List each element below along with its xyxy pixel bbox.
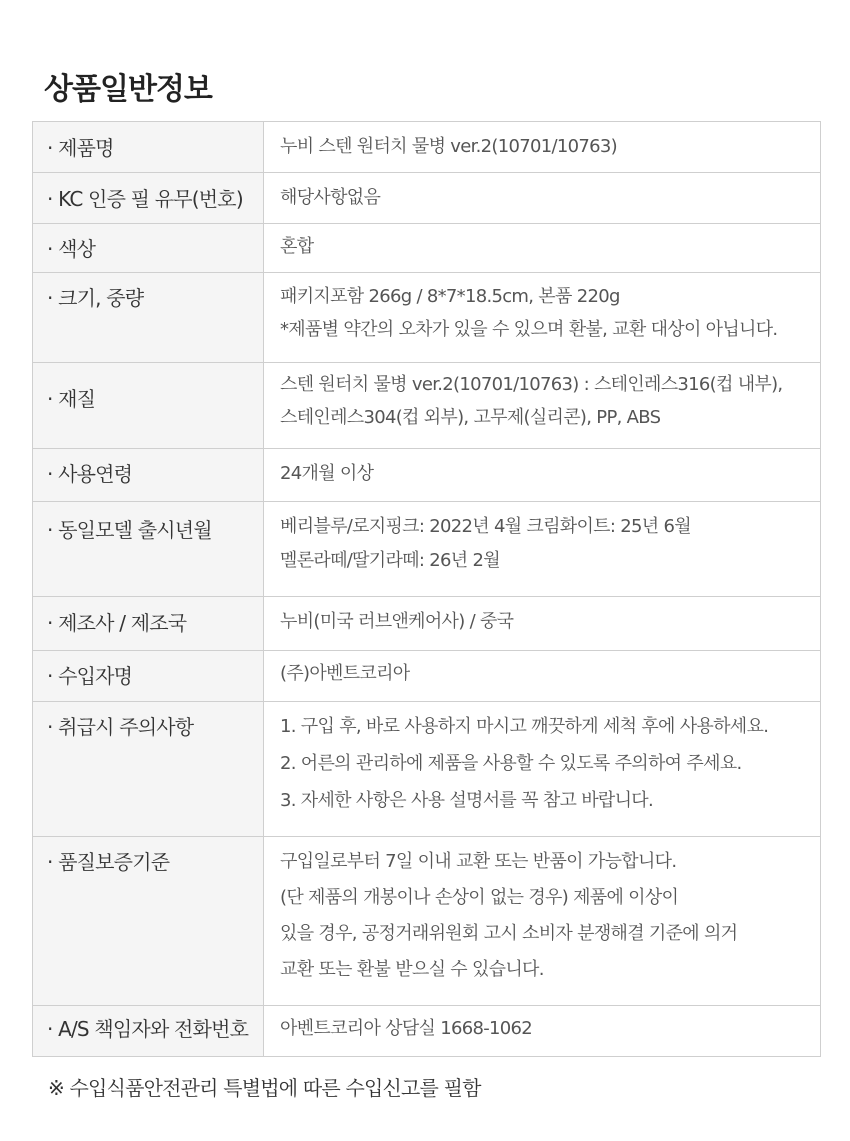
row-label: · 색상 [33, 224, 264, 273]
table-row [33, 173, 821, 224]
row-label: · 수입자명 [33, 651, 264, 702]
value-line: 패키지포함 266g / 8*7*18.5cm, 본품 220g [280, 286, 620, 307]
table-row [33, 597, 821, 651]
row-value [264, 273, 821, 363]
value-line: 누비 스텐 원터치 물병 ver.2(10701/10763) [280, 136, 617, 157]
value-line: 교환 또는 환불 받으실 수 있습니다. [280, 959, 544, 980]
row-value [264, 224, 821, 273]
value-line: 구입일로부터 7일 이내 교환 또는 반품이 가능합니다. [280, 851, 677, 872]
table-row [33, 122, 821, 173]
row-value [264, 597, 821, 651]
row-label: · 품질보증기준 [33, 837, 264, 1006]
table-row [33, 651, 821, 702]
value-line: 해당사항없음 [280, 187, 381, 208]
row-value [264, 502, 821, 597]
row-label: · 제품명 [33, 122, 264, 173]
table-row [33, 224, 821, 273]
product-info-table [32, 121, 821, 1057]
value-line: 있을 경우, 공정거래위원회 고시 소비자 분쟁해결 기준에 의거 [280, 923, 738, 944]
value-line: 멜론라떼/딸기라떼: 26년 2월 [280, 550, 500, 571]
row-value [264, 651, 821, 702]
value-line: 누비(미국 러브앤케어사) / 중국 [280, 611, 514, 632]
value-line: 2. 어른의 관리하에 제품을 사용할 수 있도록 주의하여 주세요. [280, 753, 742, 774]
table-row [33, 837, 821, 1006]
product-info-table-body [33, 122, 821, 1057]
table-row [33, 363, 821, 449]
table-row [33, 702, 821, 837]
row-value [264, 122, 821, 173]
row-label: · A/S 책임자와 전화번호 [33, 1006, 264, 1057]
row-label: · 제조사 / 제조국 [33, 597, 264, 651]
value-line: 혼합 [280, 236, 314, 257]
table-row [33, 502, 821, 597]
row-value [264, 449, 821, 502]
row-label: · 취급시 주의사항 [33, 702, 264, 837]
row-label: · 재질 [33, 363, 264, 449]
value-line: (주)아벤트코리아 [280, 663, 410, 684]
row-label: · 사용연령 [33, 449, 264, 502]
value-line: 스테인레스304(컵 외부), 고무제(실리콘), PP, ABS [280, 407, 661, 428]
value-line: 아벤트코리아 상담실 1668-1062 [280, 1018, 533, 1039]
row-value [264, 702, 821, 837]
value-line: 24개월 이상 [280, 463, 374, 484]
value-line: 스텐 원터치 물병 ver.2(10701/10763) : 스테인레스316(컵 내부), [280, 374, 783, 395]
table-row [33, 1006, 821, 1057]
row-label: · KC 인증 필 유무(번호) [33, 173, 264, 224]
row-value [264, 837, 821, 1006]
value-line: 1. 구입 후, 바로 사용하지 마시고 깨끗하게 세척 후에 사용하세요. [280, 716, 769, 737]
value-line: (단 제품의 개봉이나 손상이 없는 경우) 제품에 이상이 [280, 887, 679, 908]
row-label: · 크기, 중량 [33, 273, 264, 363]
value-line: 3. 자세한 사항은 사용 설명서를 꼭 참고 바랍니다. [280, 790, 654, 811]
import-notice: ※ 수입식품안전관리 특별법에 따른 수입신고를 필함 [48, 1076, 481, 1100]
value-line: *제품별 약간의 오차가 있을 수 있으며 환불, 교환 대상이 아닙니다. [280, 319, 778, 340]
row-value [264, 363, 821, 449]
value-line: 베리블루/로지핑크: 2022년 4월 크림화이트: 25년 6월 [280, 516, 691, 537]
table-row [33, 449, 821, 502]
row-value [264, 1006, 821, 1057]
row-label: · 동일모델 출시년월 [33, 502, 264, 597]
table-row [33, 273, 821, 363]
page-title: 상품일반정보 [44, 72, 212, 107]
row-value [264, 173, 821, 224]
